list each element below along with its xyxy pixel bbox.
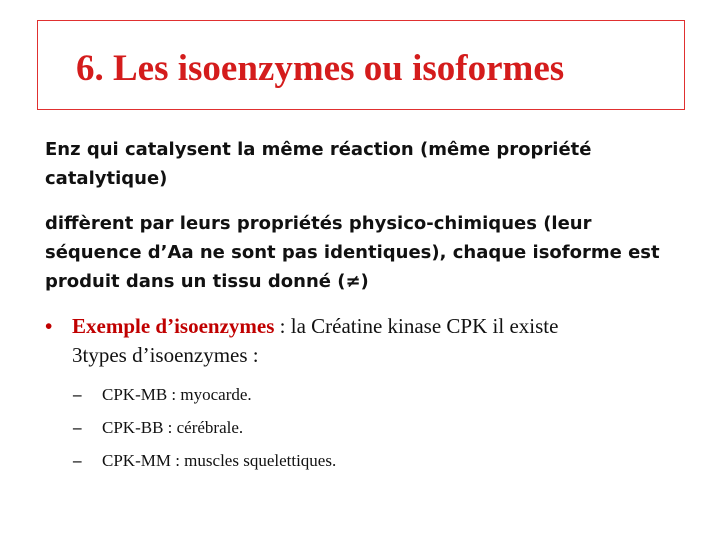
difference-line-3: produit dans un tissu donné (≠) [45,271,369,292]
example-bullet-text [72,312,558,370]
example-lead: Exemple d’isoenzymes [72,314,275,338]
list-item-cpk-mm [73,450,336,472]
definition-paragraph [45,135,591,193]
list-item-text: CPK-MM : muscles squelettiques. [102,451,337,470]
list-item-cpk-mb [73,384,252,406]
example-rest: : la Créatine kinase CPK il existe [274,314,559,338]
dash-icon: – [73,418,82,437]
slide-title: 6. Les isoenzymes ou isoformes [76,48,565,89]
difference-paragraph [45,209,660,296]
list-item-text: CPK-BB : cérébrale. [102,418,244,437]
difference-line-1: diffèrent par leurs propriétés physico-chimiques (leur [45,213,592,234]
example-bullet-line-1 [72,312,558,341]
difference-line-2: séquence d’Aa ne sont pas identiques), chaque isoforme est [45,242,660,263]
list-item-text: CPK-MB : myocarde. [102,385,252,404]
bullet-icon: • [45,314,53,338]
dash-icon: – [73,451,82,470]
definition-line-2: catalytique) [45,168,168,189]
title-box [37,20,685,110]
definition-line-1: Enz qui catalysent la même réaction (même propriété [45,139,592,160]
dash-icon: – [73,385,82,404]
example-bullet-line-2: 3types d’isoenzymes : [72,343,259,367]
list-item-cpk-bb [73,417,243,439]
